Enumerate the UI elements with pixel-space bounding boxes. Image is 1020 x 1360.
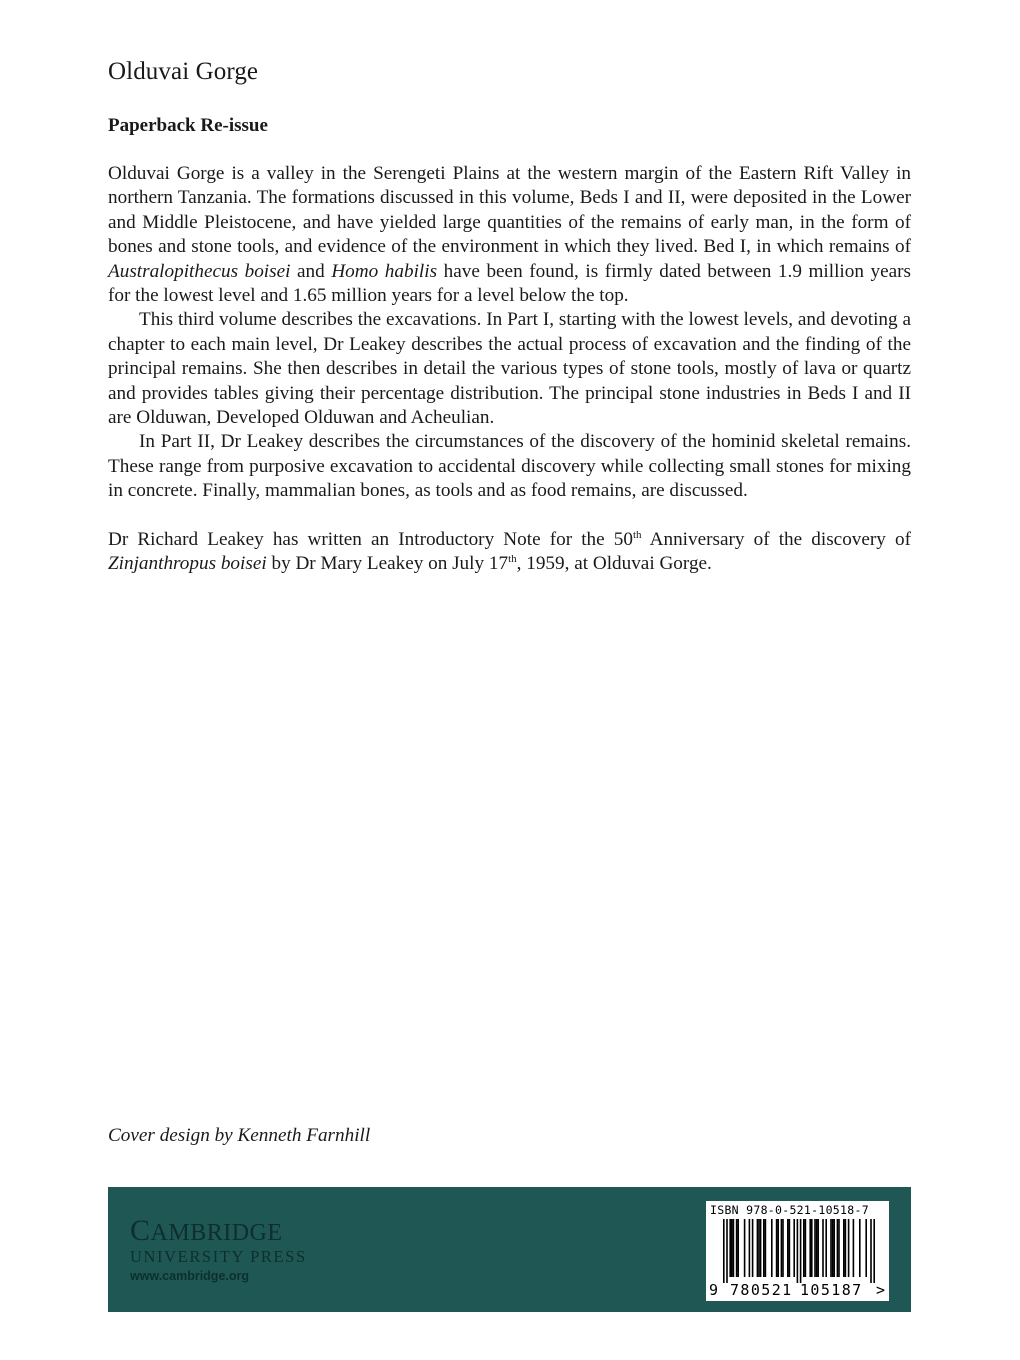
barcode-bar xyxy=(825,1219,827,1277)
paragraph-text: Dr Richard Leakey has written an Introductory Note for the 50 xyxy=(108,528,633,550)
barcode-bar xyxy=(853,1219,855,1277)
barcode-bar xyxy=(733,1219,735,1277)
barcode-bar xyxy=(797,1219,799,1283)
blurb-paragraph-2: This third volume describes the excavations. In Part I, starting with the lowest levels, and devoting a chapter to each main level, Dr Leakey describes the actual process of excavation and the finding of the principal remains. She then describes in detail the various types of stone tools, mostly of lava or quartz and provides tables giving their percentage distribution. The principal stone industries in Beds I and II are Olduwan, Developed Olduwan and Acheulian. xyxy=(108,309,911,429)
barcode-bar xyxy=(832,1219,834,1277)
barcode-bar xyxy=(777,1219,779,1277)
barcode-bar xyxy=(749,1219,751,1277)
isbn-label: ISBN 978-0-521-10518-7 xyxy=(710,1203,869,1217)
barcode-bar xyxy=(830,1219,832,1277)
barcode-bar xyxy=(752,1219,754,1277)
ean-right-group: 105187 xyxy=(800,1281,863,1299)
barcode-bar xyxy=(859,1219,861,1277)
barcode-bar xyxy=(822,1219,824,1277)
barcode-bar xyxy=(763,1219,765,1277)
isbn-barcode xyxy=(706,1201,889,1301)
barcode-bar xyxy=(814,1219,816,1277)
barcode-bar xyxy=(758,1219,760,1277)
barcode-bar xyxy=(771,1219,773,1277)
paragraph-text: and xyxy=(290,260,332,282)
barcode-bar xyxy=(726,1219,728,1283)
barcode-bars xyxy=(706,1219,889,1283)
barcode-bar xyxy=(873,1219,875,1283)
barcode-bar xyxy=(848,1219,850,1277)
ean-left-group: 780521 xyxy=(730,1281,793,1299)
barcode-bar xyxy=(843,1219,845,1277)
ean-quiet-zone-arrow: > xyxy=(876,1281,886,1299)
blurb-paragraph-3: In Part II, Dr Leakey describes the circumstances of the discovery of the hominid skeletal remains. These range from purposive excavation to accidental discovery while collecting small stones for mixing in concrete. Finally, mammalian bones, as tools and as food remains, are discussed. xyxy=(108,431,911,502)
paragraph-text: Anniversary of the discovery of xyxy=(641,528,911,550)
blurb-body xyxy=(108,162,911,577)
publisher-subline: UNIVERSITY PRESS xyxy=(130,1247,307,1266)
publisher-band xyxy=(108,1187,911,1312)
barcode-bar xyxy=(817,1219,819,1277)
barcode-bar xyxy=(845,1219,847,1277)
species-name: Homo habilis xyxy=(331,260,438,282)
barcode-bar xyxy=(757,1219,759,1277)
cover-design-credit: Cover design by Kenneth Farnhill xyxy=(108,1125,371,1146)
ordinal-suffix: th xyxy=(508,553,517,566)
paragraph-text: Olduvai Gorge is a valley in the Serengeti Plains at the western margin of the Eastern Rift Valley in northern Tanzania. The formations discussed in this volume, Beds I and II, were deposited in the Lower and Middle Pleistocene, and have yielded large quantities of the remains of early man, in the form of bones and stone tools, and evidence of the environment in which they lived. Bed I, in which remains of xyxy=(108,163,911,258)
book-title: Olduvai Gorge xyxy=(108,58,259,85)
barcode-bar xyxy=(765,1219,767,1277)
barcode-bar xyxy=(811,1219,813,1277)
species-name: Zinjanthropus boisei xyxy=(108,553,267,575)
edition-subtitle: Paperback Re-issue xyxy=(108,115,268,136)
publisher-url: www.cambridge.org xyxy=(130,1269,250,1283)
barcode-bar xyxy=(816,1219,818,1277)
paragraph-text: by Dr Mary Leakey on July 17 xyxy=(266,553,509,575)
blurb-paragraph-1 xyxy=(108,162,911,308)
barcode-bar xyxy=(787,1219,789,1277)
ean-digits xyxy=(706,1281,889,1301)
publisher-name xyxy=(130,1214,307,1247)
introductory-note-paragraph xyxy=(108,528,911,577)
barcode-bar xyxy=(805,1219,807,1277)
ordinal-suffix: th xyxy=(633,528,642,541)
barcode-bar xyxy=(803,1219,805,1277)
barcode-bar xyxy=(781,1219,783,1277)
cambridge-logo xyxy=(130,1214,307,1285)
barcode-bar xyxy=(760,1219,762,1277)
barcode-bar xyxy=(870,1219,872,1283)
barcode-bar xyxy=(838,1219,840,1277)
publisher-name-initial: C xyxy=(130,1214,151,1247)
barcode-bar xyxy=(736,1219,738,1277)
barcode-bar xyxy=(800,1219,802,1283)
barcode-bar xyxy=(837,1219,839,1277)
paragraph-text: , 1959, at Olduvai Gorge. xyxy=(516,553,712,575)
barcode-bar xyxy=(793,1219,795,1277)
barcode-bar xyxy=(782,1219,784,1277)
barcode-bar xyxy=(731,1219,733,1277)
barcode-bar xyxy=(865,1219,867,1277)
publisher-name-rest: AMBRIDGE xyxy=(150,1220,283,1246)
barcode-bar xyxy=(789,1219,791,1277)
ean-first-digit: 9 xyxy=(709,1281,719,1299)
barcode-bar xyxy=(776,1219,778,1277)
paragraph-text: have been found, is firmly dated between 1.9 million years for the lowest level and 1.65 million years for a level below the top. xyxy=(108,260,911,307)
barcode-bar xyxy=(744,1219,746,1277)
barcode-bar xyxy=(809,1219,811,1277)
barcode-bar xyxy=(737,1219,739,1277)
barcode-bar xyxy=(723,1219,725,1283)
species-name: Australopithecus boisei xyxy=(108,260,291,282)
barcode-bar xyxy=(729,1219,731,1277)
barcode-bar xyxy=(833,1219,835,1277)
